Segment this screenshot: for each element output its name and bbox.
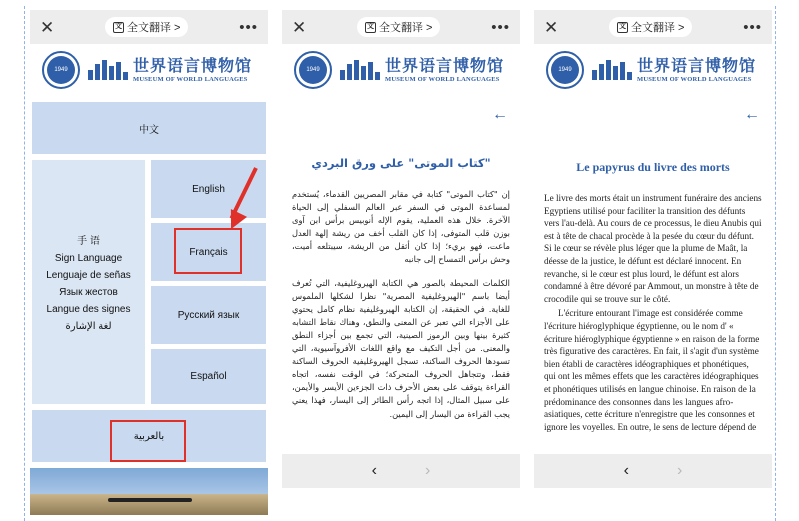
logo-name-cn: 世界语言博物馆 — [133, 57, 253, 75]
museum-photo — [30, 468, 268, 515]
more-icon[interactable]: ••• — [743, 18, 762, 36]
chevron-right-icon[interactable]: › — [677, 462, 683, 479]
lang-arabic-button[interactable]: بالعربية — [32, 410, 266, 462]
article-paragraph: L'écriture entourant l'image est considérée comme l'écriture hiéroglyphique égyptienne, ou le nom d' « écriture hiéroglyphique égyptienne » en raison de la forme très figurative des caractères. En fait, il s'agit d'un système bien établi de caractères idéographiques et phonétiques, qui ont les mêmes effets que les caractères idéographiques et phonétiques utilisés en langue chinoise. En raison de la prédominance des consonnes dans les langues afro-asiatiques, cette écriture n'enregistre que les consonnes et ignore les voyelles. En outre, le sens de lecture dépend de — [544, 308, 760, 432]
article-paragraph: الكلمات المحيطة بالصور هي الكتابة الهيروغليفية، التي تُعرف أيضا باسم "الهيروغليفية المصرية" نظرا لشكلها الملموس للغاية. في الحقيقة، إن الكتابة الهيروغليفية نظام كامل يحتوي على الأجزاء التي تعبر عن المعنى والنطق، وهناك نقاط التشابه كثيرة بينها وبين الرموز الصينية، التي تجمع بين أجزاء النطق والمعنى. من أجل التكيف مع واقع اللغات الأفروآسيوية، التي تسودها الحروف الساكنة، تسجل الهيروغليفية الحروف الساكنة فقط، وتتجاهل الحروف المتحركة؛ في الوقت نفسه، اتجاه القراءة يتوقف على بعض الأحرف ذات الجزءين الأيسر والأيمن، على سبيل المثال، إذا اتجه رأس الطائر إلى اليسار، فهذا يعني يجب القراءة من اليسار إلى اليمين. — [292, 277, 510, 419]
lang-russian-button[interactable]: Русский язык — [151, 286, 266, 344]
seal-icon: 1949 — [42, 51, 80, 89]
top-bar — [30, 10, 268, 44]
phone-language-menu — [30, 10, 268, 515]
museum-logo — [42, 48, 252, 92]
article-paragraph: إن "كتاب الموتى" كتابة في مقابر المصريين القدماء، يُستخدم لمساعدة الموتى في السفر عبر العالم السفلي إلى الحياة الآخرة. خلال هذه العملية، يقوم الإله أنوبيس برأس ابن آوى بوزن قلب المتوفى، إذا كان القلب أخف من ريشة إلهة العدل ماعت، فهو بريء؛ إذا كان أثقل من الريشة، سيبتلعه أميت، وحش برأس التمساح إلى جانبه — [292, 189, 510, 265]
translate-button[interactable] — [357, 17, 440, 37]
logo-name-en: MUSEUM OF WORLD LANGUAGES — [133, 75, 248, 83]
translate-label: 全文翻译 > — [379, 22, 433, 34]
sign-language-fr[interactable]: Langue des signes — [46, 304, 131, 315]
phone-french-article — [534, 10, 772, 515]
sign-language-en[interactable]: Sign Language — [54, 253, 123, 264]
article-body — [292, 188, 510, 452]
sign-language-zh[interactable]: 手 语 — [77, 236, 100, 247]
bottom-nav — [534, 454, 772, 488]
logo-mark-icon — [592, 60, 632, 80]
close-icon[interactable]: ✕ — [292, 17, 307, 37]
logo-mark-icon — [88, 60, 128, 80]
top-bar — [282, 10, 520, 44]
translate-icon: 文 — [365, 22, 376, 33]
phone-arabic-article — [282, 10, 520, 515]
highlight-french — [174, 228, 242, 274]
logo-name-cn: 世界语言博物馆 — [637, 57, 757, 75]
lang-chinese-button[interactable]: 中文 — [32, 102, 266, 154]
museum-logo — [294, 48, 504, 92]
sign-language-ar[interactable]: لغة الإشارة — [65, 321, 112, 332]
museum-logo — [546, 48, 756, 92]
translate-label: 全文翻译 > — [631, 22, 685, 34]
more-icon[interactable]: ••• — [239, 18, 258, 36]
chevron-left-icon[interactable]: ‹ — [371, 462, 377, 479]
chevron-right-icon[interactable]: › — [425, 462, 431, 479]
close-icon[interactable]: ✕ — [544, 17, 559, 37]
logo-mark-icon — [340, 60, 380, 80]
translate-icon: 文 — [617, 22, 628, 33]
translate-button[interactable] — [609, 17, 692, 37]
back-arrow-icon[interactable]: ← — [492, 106, 508, 123]
lang-english-button[interactable]: English — [151, 160, 266, 218]
seal-icon: 1949 — [546, 51, 584, 89]
logo-name-cn: 世界语言博物馆 — [385, 57, 505, 75]
home-indicator[interactable] — [108, 498, 192, 502]
article-title: Le papyrus du livre des morts — [576, 160, 730, 174]
sign-language-ru[interactable]: Язык жестов — [59, 287, 118, 298]
lang-spanish-button[interactable]: Español — [151, 349, 266, 404]
translate-button[interactable] — [105, 17, 188, 37]
highlight-arabic — [110, 420, 186, 462]
article-title: "كتاب الموتى" على ورق البردي — [311, 156, 491, 170]
article-paragraph: Le livre des morts était un instrument funéraire des anciens Egyptiens utilisé pour faciliter la transition des défunts vers l'au-delà. Au cours de ce processus, le dieu Anubis qui est à tête de chacal procède à la pesée du cœur du défunt. Si le cœur se révèle plus léger que la plume de Maât, la déesse de la justice, le défunt est déclaré innocent. En revanche, si le cœur est plus lourd, le défunt est alors condamné à être dévoré par Ammout, un monstre à tête de crocodile qui se trouve sur le côté. — [544, 193, 762, 304]
translate-label: 全文翻译 > — [127, 22, 181, 34]
more-icon[interactable]: ••• — [491, 18, 510, 36]
translate-icon: 文 — [113, 22, 124, 33]
close-icon[interactable]: ✕ — [40, 17, 55, 37]
sign-language-panel — [32, 160, 145, 404]
logo-name-en: MUSEUM OF WORLD LANGUAGES — [385, 75, 500, 83]
bottom-nav — [282, 454, 520, 488]
sign-language-es[interactable]: Lenguaje de señas — [46, 270, 131, 281]
seal-icon: 1949 — [294, 51, 332, 89]
chevron-left-icon[interactable]: ‹ — [623, 462, 629, 479]
top-bar — [534, 10, 772, 44]
article-body — [544, 192, 762, 452]
back-arrow-icon[interactable]: ← — [744, 106, 760, 123]
lang-french-button[interactable]: Français — [151, 223, 266, 281]
logo-name-en: MUSEUM OF WORLD LANGUAGES — [637, 75, 752, 83]
